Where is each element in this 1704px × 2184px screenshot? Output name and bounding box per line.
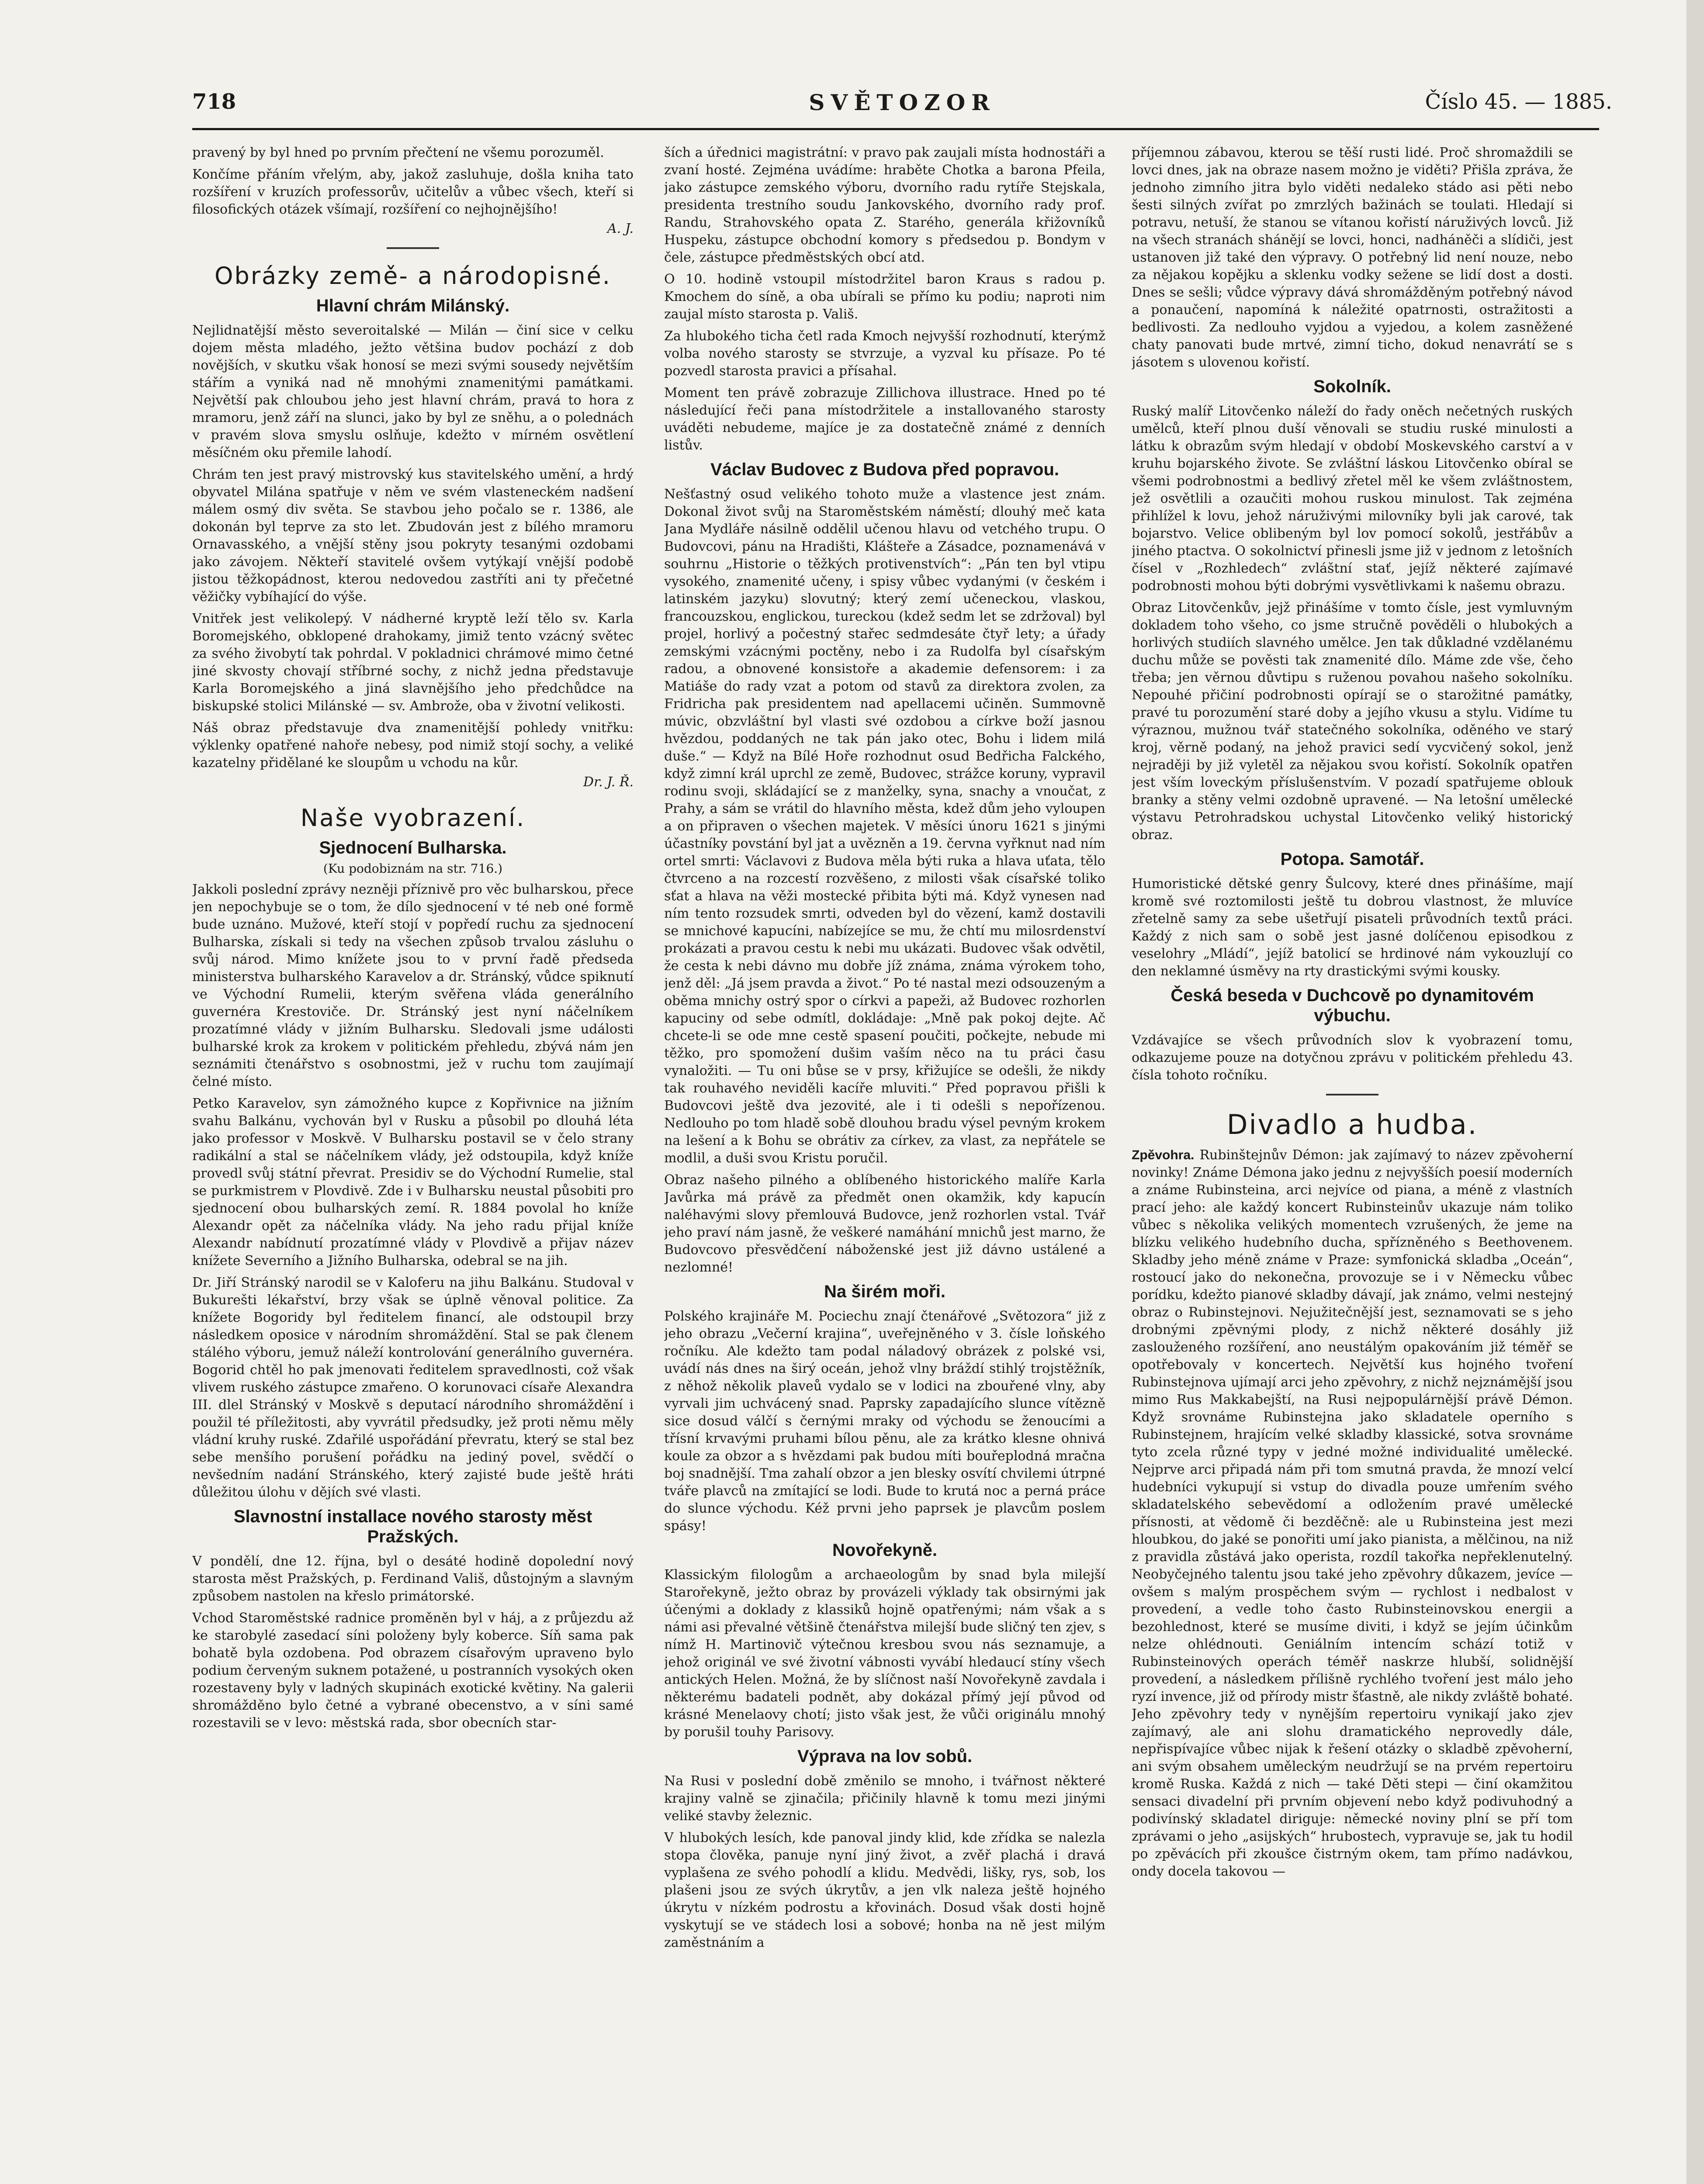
paragraph: O 10. hodině vstoupil místodržitel baron Kraus s radou p. Kmochem do síně, a oba ubírali se přímo ku podiu; naproti nim zaujal místo starosta p. Vališ.	[664, 272, 1105, 322]
paragraph: Ruský malíř Litovčenko náleží do řady oněch nečetných ruských umělců, kteří plnou duší věnovali se studiu ruské minulosti a látku k obrazům svým hledají v období Moskevského carství a v kruhu bojarského živote. Se zvláštní láskou Litovčenko obíral se všemi podrobnostmi a bedlivý zřetel měl ke všem zvláštnostem, jež osvětlili a ozaučiti mohou ruskou minulost. Tak zejména přihlížel k lovu, jehož náruživými milovníky byli jak carové, tak bojarstvo. Velice oblibeným byl lov pomocí sokolů, jestřábův a jiného ptactva. O sokolnictví přinesli jsme již v jednom z letošních čísel v „Rozhledech“ zvláštní stať, jejíž některé zajímavé podrobnosti mohou býti dobrými vysvětlivkami k našemu obrazu.	[1132, 404, 1573, 594]
paragraph: Chrám ten jest pravý mistrovský kus stavitelského umění, a hrdý obyvatel Milána spatřuje v něm ve svém vlasteneckém nadšení málem osmý div světa. Se stavbou jeho počalo se r. 1386, ale dokonán byl teprve za sto let. Zbudován jest z bílého mramoru Ornavasského, a vnější stěny jsou pokryty tesanými ozdobami jako závojem. Někteří stavitelé ovšem vytýkají vnější podobě jistou těžkopádnost, kterou nedovedou zastříti ani ty přečetné věžičky vybíhající do výše.	[192, 467, 634, 605]
paragraph: Nešťastný osud velikého tohoto muže a vlastence jest znám. Dokonal život svůj na Staroměstském náměstí; dlouhý meč kata Jana Mydláře násilně oddělil učenou hlavu od vetchého trupu. O Budovcovi, pánu na Hradišti, Klášteře a Zásadce, poznamenává v souhrnu „Historie o těžkých protivenstvích“: „Pán ten byl vtipu vysokého, znamenité učeny, i spisy vůbec vydanými (v českém i latinském jazyku) slovutný; který zemí učeneckou, vlaskou, francouzskou, englickou, tureckou (kdež sedm let se zdržoval) byl projel, horlivý a počestný stařec sedmdesáte čtyř lety; a úřady zemskými vzácnými poctěny, nebo i za Rudolfa byl císařským radou, a obnovené konsistoře a akademie defensorem: i za Matiáše do rady vzat a potom od stavů za direktora zvolen, za Fridricha pak presidentem nad apellacemi učiněn. Summovně múvic, obzvláštní byl vlasti své ozdobou a církve boží jasnou hvězdou, poddaných ne tak pán jako otec, Bohu i lidem milá duše.“ — Když na Bílé Hoře rozhodnut osud Bedřicha Falckého, když zimní král uprchl ze země, Budovec, strážce koruny, vypravil rodinu svoji, skládající se z manželky, syna, snachy a vnoučat, z Prahy, a sám se vrátil do hlavního města, kdež dům jeho vyloupen a on připraven o všechen majetek. V měsíci únoru 1621 s jinými účastníky povstání byl jat a uvězněn a 19. června vyřknut nad ním ortel smrti: Václavovi z Budova měla býti ruka a hlava uťata, tělo čtvrceno a na rozcestí rozvěšeno, z milosti však císařské toliko sťat a hlava na věži mostecké přibita býti má. Když vynesen nad ním tento rozsudek smrti, odveden byl do vězení, kamž dostavili se mnichové kapucíni, nabízejíce se mu, že chtí mu milosrdenství prokázati a pravou cestu k nebi mu ukázati. Budovec však odvětil, že cesta k nebi dávno mu dobře jíž známa, známa výrokem toho, jenž děl: „Já jsem pravda a život.“ Po té nastal mezi odsouzeným a oběma mnichy ostrý spor o církvi a papeži, až Budovec rozhorlen kapuciny od sebe odmítl, dokládaje: „Mně pak pokoj dejte. Ač chcete-li se ode mne cestě spasení poučiti, počkejte, nebude mi těžko, pro spomožení dušim vaším něco na tu práci času vynaložiti. — Tu oni bůse se v prsy, křižujíce se odešli, že nikdy tak rouhavého neviděli kacíře mluviti.“ Před popravou přišli k Budovcovi ještě dva jezovité, ale i ti odešli s nepořízenou. Nedlouho po tom hladě sobě dlouhou bradu výsel pevným krokem na lešení a k Bohu se obrátiv za církev, za vlast, za nepřátele se modlil, a duši svou Kristu poručil.	[664, 487, 1105, 1166]
article-title: Novořekyně.	[832, 1541, 938, 1560]
page-number: 718	[192, 90, 236, 114]
issue-label: Číslo 45. — 1885.	[1425, 90, 1612, 114]
column-1	[192, 144, 634, 2184]
paragraph: Nejlidnatější město severoitalské — Milán — činí sice v celku dojem města mladého, ježto většina budov pochází z dob novějších, v skutku však honosí se mezi svými sousedy největším stářím a vyniká nad ně mnohými znamenitými památkami. Největší pak chloubou jeho jest hlavní chrám, pravá to hora z mramoru, jenž září na slunci, jako by byl ze sněhu, a o polednách v pravém slova smyslu oslňuje, kdežto v mírném osvětlení měsíčném oku přemile lahodí.	[192, 323, 634, 460]
paragraph-text: Rubinštejnův Démon: jak zajímavý to název zpěvoherní novinky! Známe Démona jako jednu z nejvyšších poesií moderních a známe Rubinsteina, arci nejvíce od piana, a méně z vlastních prací jeho: ale každý koncert Rubinsteinův ukazuje nám toliko vůbec s několika velikých momentech vzrušených, že jeme na blízku velikého hudebního ducha, spřízněného s Beethovenem. Skladby jeho méně známe v Praze: symfonická skladba „Oceán“, rostoucí jako do nekonečna, provozuje se i v Německu vůbec porídku, kdežto pianové skladby dávají, jak známo, velmi nestejný obraz o Rubinstejnovi. Nejužitečnější jest, seznamovati se s jeho drobnými zpěvnými plody, z nichž některé dosáhly již zaslouženého rozšíření, ano neustálým opakováním již téměř se opotřebovaly v koncertech. Největší kus hojného tvoření Rubinstejnova ujímají arci jeho zpěvohry, z nichž nejznámější jsou mimo Rus Makkabejští, na Rusi nejpopulárnější právě Démon. Když srovnáme Rubinstejna jako skladatele operního s Rubinstejnem, hrajícím velké skladby klassické, sotva srovnáme tyto zcela různé typy v jedné možné individualité umělecké. Nejprve arci připadá nám při tom smutná pravda, že mnozí velcí hudebníci vykupují si vstup do divadla pouze umřením svého skladatelského sebevědomí a odložením pravé umělecké přísnosti, at vědomě či bezděčně: ale u Rubinsteina jest mezi hloubkou, do jaké se ponořiti umí jako pianista, a mělčinou, na niž z pravidla zůstává jako operista, rozdíl takořka nepřeklenutelný. Neobyčejného talentu jsou také jeho zpěvohry důkazem, jevíce — ovšem s malým prospěchem svým — rychlost i nedbalost v provedení, a vedle toho často Rubinsteinovskou energii a bezohlednost, které se musíme diviti, i když se jejím účinkům nelze ohlédnouti. Geniálním intencím schází totiž v Rubinsteinových operách téměř naskrze hlubší, solidnější provedení, a následkem přílišně rychlého tvoření jest málo jeho ryzí invence, již od přírody mistr šťastně, ale nikdy zvláště bohaté. Jeho zpěvohry tedy v nynějším repertoiru vynikají jako zjev zajímavý, ale ani slohu dramatického neprovedly dále, nepřispívajíce vůbec nijak k řešení otázky o skladbě zpěvoherní, ani svým obsahem uměleckým neudržují se na prvém repertoiru kromě Ruska. Každá z nich — také Děti stepi — činí okamžitou sensaci divadelní při prvním objevení nebo když podivuhodný a podivínský skladatel diriguje: německé noviny plní se pří tom zprávami o jeho „asijských“ hrubostech, vypravuje se, jak tu hodil po zpěvácích při zkoušce čistrným okem, tam přímo nadávkou, ondy docela takovou —	[1132, 1147, 1573, 1879]
paragraph: Dr. Jiří Stránský narodil se v Kaloferu na jihu Balkánu. Studoval v Bukurešti lékařství, brzy však se úplně věnoval politice. Za knížete Bogoridy byl ředitelem financí, ale odstoupil brzy následkem oposice v národním shromáždění. Stal se pak členem stálého výboru, jemuž náleží kontrolování generálního guvernéra. Bogorid chtěl ho pak jmenovati ředitelem spravedlnosti, což však vlivem ruského zástupce zmařeno. O korunovaci císaře Alexandra III. dlel Stránský v Moskvě s deputací národního shromáždění i použil té příležitosti, aby vyvrátil předsudky, jež proti němu měly vládní kruhy ruské. Zdařilé uspořádání převratu, který se stal bez sebe menšího porušení pořádku na jediný povel, svědčí o nevšedním nadání Stránského, který zajisté bude ještě hráti důležitou úlohu v dějích své vlasti.	[192, 1275, 634, 1500]
article-title: Slavnostní installace nového starosty měst Pražských.	[233, 1507, 592, 1546]
paragraph: Moment ten právě zobrazuje Zillichova illustrace. Hned po té následující řeči pana místodržitele a installovaného starosty uváděti nebudeme, majíce je za dostatečně známé z denních listův.	[664, 385, 1105, 453]
paragraph	[1132, 1147, 1573, 1880]
article-title: Hlavní chrám Milánský.	[316, 296, 510, 315]
paragraph: Jakkoli poslední zprávy nezněji příznivě pro věc bulharskou, přece jen nepochybuje se o tom, že dílo sjednocení v té neb oné formě bude uznáno. Mužové, kteří stojí v popředí ruchu za sjednocení Bulharska, získali si tedy na všechen způsob trvalou zásluhu o svůj národ. Mimo knížete jsou to v první řadě předseda ministerstva bulharského Karavelov a dr. Stránský, vůdce spiknutí ve Východní Rumelii, kterým svěřena vláda generálního guvernéra Krestoviče. Dr. Stránský jest nyní náčelníkem prozatímné vlády v jižním Bulharsku. Sledovali jsme události bulharské krok za krokem v politickém přehledu, zbývá nám jen seznámiti čtenářstvo s osobnostmi, jež v ruchu tom zaujímají čelné místo.	[192, 882, 634, 1089]
paragraph: Náš obraz představuje dva znamenitější pohledy vnitřku: výklenky opatřené nahoře nebesy, pod nimiž stojí sochy, a veliké kazatelny přidělané ke sloupům u vchodu na kůr.	[192, 720, 634, 771]
paragraph: Na Rusi v poslední době změnilo se mnoho, i tvářnost některé krajiny valně se zjinačila; přičinily hlavně k tomu mezi jinými veliké stavby železnic.	[664, 1773, 1105, 1824]
column-3	[1132, 144, 1573, 2184]
journal-title: SVĚTOZOR	[809, 90, 996, 115]
paragraph: Polského krajináře M. Pociechu znají čtenářové „Světozora“ již z jeho obrazu „Večerní krajina“, uveřejněného v 3. čísle loňského ročníku. Ale kdežto tam podal náladový obrázek z polské vsi, uvádí nás dnes na širý oceán, jehož vlny bráždí stihlý trojstěžník, z něhož několik plaveů vydalo se v lodici na zbouřené vlny, aby vyrvali jim uchvácený snad. Paprsky zapadajícího slunce vítězně sice dosud válčí s černými mraky od východu se ženoucími a třísní krvavými pruhami bílou pěnu, ale za krátko klesne ohnivá koule za obzor a s hvězdami pak budou míti bouřeplodná mračna boj snadnější. Tma zahalí obzor a jen blesky osvítí chvilemi útrpné tváře plavců na zmítající se lodi. Bude to krutá noc a perná práce do slunce východu. Kéž prvni jeho paprsek je plavcům poslem spásy!	[664, 1309, 1105, 1534]
signature: A. J.	[607, 221, 634, 236]
article-title: Sjednocení Bulharska.	[319, 838, 507, 857]
paragraph: Vzdávajíce se všech průvodních slov k vyobrazení tomu, odkazujeme pouze na dotyčnou zprávu v politickém přehledu 43. čísla tohoto ročníku.	[1132, 1033, 1573, 1083]
paragraph: Za hlubokého ticha četl rada Kmoch nejvyšší rozhodnutí, kterýmž volba nového starosty se stvrzuje, a vyzval ku přísaze. Po té pozvedl starosta pravici a přísahal.	[664, 328, 1105, 379]
article-title: Výprava na lov sobů.	[797, 1747, 973, 1766]
page-header	[192, 90, 1612, 124]
paragraph: Obraz našeho pilného a oblíbeného historického malíře Karla Javůrka má právě za předmět onen okamžik, kdy kapucín naléhavými slovy přemlouvá Budovce, jenž rozhorlen vstal. Tvář jeho praví nám jasně, že veškeré namáhání mnichů jest marno, že Budovcovo přesvědčení náboženské jest již dávno ustálené a nezlomné!	[664, 1172, 1105, 1275]
paragraph: Klassickým filologům a archaeologům by snad byla milejší Starořekyně, ježto obraz by provázeli výklady tak obsirnými jak účenými a doklady z klassiků hojně opatřenými; nám však a s námi asi převalné většině čtenářstva milejší bude sličný ten zjev, s nímž H. Martinovič výtečnou kresbou svou nás seznamuje, a jehož originál ve své životní vábnosti vyvábí hledaucí stíny všech antických Helen. Možná, že by slíčnost naší Novořekyně zavdala i některému badateli podnět, aby dokázal přímý její původ od krásné Menelaovy chotí; jisto však jest, že vůči originálu mnohý by porušil touhy Parisovy.	[664, 1567, 1105, 1740]
header-rule	[192, 128, 1599, 130]
paragraph: pravený by byl hned po prvním přečtení ne všemu porozuměl.	[192, 145, 604, 160]
paragraph: Humoristické dětské genry Šulcovy, které dnes přinášíme, mají kromě své roztomilosti ještě tu dobrou vlastnost, že mluvíce zřetelně samy za sebe ušetřují pisateli průvodních textů práci. Každý z nich sam o sobě jest jasné dolíčenou episodkou z veselohry „Mládí“, jejíž batolicí se hrdinové nám vykouzlují co den neklamné úsměvy na rty drastickými svými kousky.	[1132, 876, 1573, 979]
paragraph: příjemnou zábavou, kterou se těší rusti lidé. Proč shromaždili se lovci dnes, jak na obraze nasem možno je viděti? Přišla zpráva, že jednoho zimního jitra bylo viděti nedaleko stádo asi pěti nebo šesti silných zvířat po zmrzlých bažinách se toulati. Hledají si potravu, netuší, že stanou se vítanou kořistí náruživých lovců. Již na všech stranách shánějí se lovci, honci, nadháněči a slídiči, jest ustanoven již také den výpravy. O potřebný lid není nouze, nebo za nějakou kopějku a sklenku vodky sežene se lidí dost a dosti. Dnes se sešli; vůdce výpravy dává shromážděným potřebný návod a ponaučení, napomíná k náležité opatrnosti, ostražitosti a bedlivosti. Za nedlouho vyjdou a vyjedou, a kolem zasněžené chaty panovati bude mrtvé, zimní ticho, dokud nenavrátí se s jásotem s ulovenou kořistí.	[1132, 145, 1573, 370]
article-title: Sokolník.	[1313, 377, 1391, 396]
paragraph: Petko Karavelov, syn zámožného kupce z Kopřivnice na jižním svahu Balkánu, vychován byl v Rusku a působil po dlouhá léta jako professor v Moskvě. V Bulharsku postavil se v čelo strany radikální a stal se náčelníkem vlády, jež odstoupila, když kníže provedl svůj státní převrat. Presidiv se do Východní Rumelie, stal se purkmistrem v Plovdivě. Zde i v Bulharsku neustal působiti pro sjednocení obou bulharských zemí. R. 1884 povolal ho kníže Alexandr opět za náčelníka vlády. Na jeho radu přijal kníže Alexandr nabídnutí prozatímné vlády v Plovdivě a přijav název knížete Severního a Jižního Bulharska, odebral se na jih.	[192, 1096, 634, 1268]
paragraph: Vnitřek jest velikolepý. V nádherné kryptě leží tělo sv. Karla Boromejského, obklopené drahokamy, jimiž tento vzácný světec za svého živobytí tak pohrdal. V pokladnici chrámové mimo četné jiné skvosty chovají stříbrné sochy, z nichž jedna představuje Karla Boromejského a jiná slavnějšího jeho předchůdce na biskupské stolici Milánské — sv. Ambrože, oba v životní velikosti.	[192, 611, 634, 714]
paragraph: Vchod Staroměstské radnice proměněn byl v háj, a z průjezdu až ke starobylé zasedací síni položeny byly koberce. Síň sama pak bohatě byla ozdobena. Pod obrazem císařovým upraveno bylo podium červeným suknem potažené, u postranních vysokých oken rozestaveny byly v ladných skupinách exotické květiny. Na galerii shromážděno bylo četné a vybrané obecenstvo, a v síni samé rozestavili se v levo: městská rada, sbor obecních star-	[192, 1610, 634, 1731]
section-heading: Naše vyobrazení.	[300, 804, 526, 832]
article-title: Václav Budovec z Budova před popravou.	[710, 460, 1059, 479]
paragraph: Končíme přáním vřelým, aby, jakož zasluhuje, došla kniha tato rozšíření v kruzích professorův, učitelův a vůbec všech, kteří si filosofických otázek všímají, rozšíření co nejhojnějšího!	[192, 167, 634, 217]
section-heading: Divadlo a hudba.	[1226, 1109, 1478, 1140]
article-title: Potopa. Samotář.	[1280, 850, 1424, 869]
article-subtitle: (Ku podobiznám na str. 716.)	[323, 861, 503, 876]
section-heading: Obrázky země- a národopisné.	[215, 262, 611, 290]
signature: Dr. J. Ř.	[583, 774, 634, 790]
paragraph: Obraz Litovčenkův, jejž přinášíme v tomto čísle, jest vymluvným dokladem toho všeho, co jsme stručně pověděli o hlubokých a horlivých studiích slavného umělce. Jen tak důkladné vzdělanému duchu může se pověsti tak znamenité dílo. Máme zde vše, čeho třeba; jen věrnou důvtipu s ruženou povahou našeho sokolníku. Nepouhé přičiní podrobnosti opírají se o starožitné památky, pravé tu porozumění staré doby a jejího vkusu a stylu. Vidíme tu výraznou, mužnou tvář statečného sokolníka, oděného ve starý kroj, věrně podaný, na jehož pravici sedí vycvičený sokol, jenž nejraději by již vyletěl za nějakou svou kořistí. Sokolník opatřen jest vším loveckým příslušenstvím. V pozadí spatřujeme oblouk branky a stěny velmi ozdobně upravené. — Na letošní umělecké výstavu Petrohradskou uchystal Litovčenko veliký historický obraz.	[1132, 600, 1573, 843]
divider	[1326, 1094, 1378, 1095]
paragraph-lead: Zpěvohra.	[1132, 1148, 1195, 1162]
divider	[387, 247, 439, 249]
article-title: Na širém moři.	[824, 1282, 946, 1301]
paragraph: V hlubokých lesích, kde panoval jindy klid, kde zřídka se nalezla stopa člověka, panuje nyní jiný život, a zvěř plachá i dravá vyplašena ze svého pohodlí a klidu. Medvědi, lišky, rys, sob, los plašeni jsou ze svých úkrytův, a jen vlk naleza ještě hojného úkrytu v nízkém podrostu a křovinách. Dosud však dosti hojně vyskytují se ve stádech losi a sobové; honba na ně jest milým zaměstnáním a	[664, 1830, 1105, 1950]
paragraph: ších a úřednici magistrátní: v pravo pak zaujali místa hodnostáři a zvaní hosté. Zejména uvádíme: hraběte Chotka a barona Pfeila, jako zástupce zemského výboru, dvorního radu rytíře Stejskala, presidenta trestního soudu Jankovského, dvorního rady prof. Randu, Strahovského opata Z. Starého, generála křižovníků Huspeku, zástupce obchodní komory s předsedou p. Bondym v čele, zástupce předměstských obcí atd.	[664, 145, 1105, 265]
article-title: Česká beseda v Duchcově po dynamitovém výbuchu.	[1171, 986, 1534, 1025]
paragraph: V pondělí, dne 12. října, byl o desáté hodině dopolední nový starosta měst Pražských, p. Ferdinand Vališ, důstojným a slavným způsobem nastolen na křeslo primátorské.	[192, 1554, 634, 1604]
page-edge	[1687, 0, 1704, 2184]
column-2	[664, 144, 1105, 2184]
